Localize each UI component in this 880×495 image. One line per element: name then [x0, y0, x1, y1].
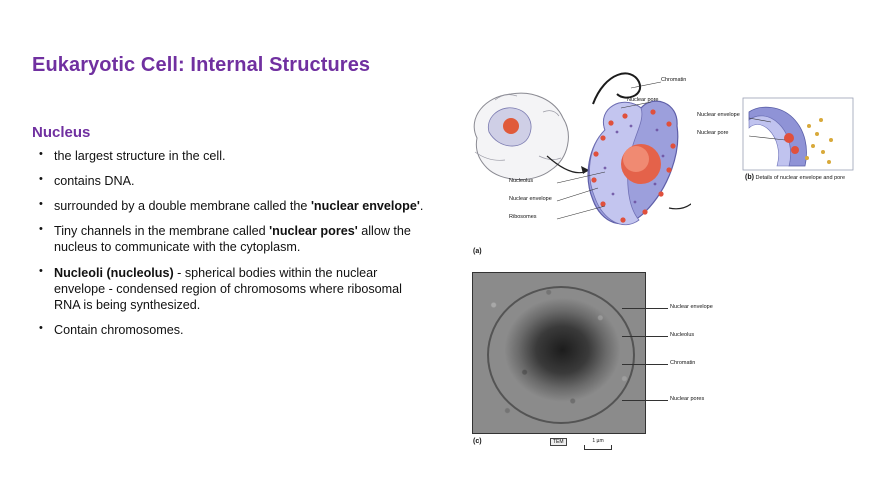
- label-nuclear-pore-detail: Nuclear pore: [697, 130, 729, 136]
- panel-b-caption: [745, 174, 849, 183]
- leader-line: [622, 400, 668, 401]
- label-nuclear-envelope-detail: Nuclear envelope: [697, 112, 740, 118]
- cell-diagram-svg: [455, 60, 691, 265]
- panel-a-cell-diagram: [455, 60, 691, 265]
- bullet-text: Contain chromosomes.: [54, 322, 184, 337]
- label-chromatin-tem: Chromatin: [670, 360, 696, 366]
- label-nuclear-envelope: Nuclear envelope: [509, 196, 552, 202]
- label-nuclear-pores-tem: Nuclear pores: [670, 396, 705, 402]
- bullet-text: contains DNA.: [54, 174, 135, 189]
- page-title: Eukaryotic Cell: Internal Structures: [32, 54, 371, 76]
- scale-bar-label: 1 µm: [592, 438, 604, 444]
- list-item: • Tiny channels in the membrane called 'nuclear pores' allow the nucleus to communicate with the cytoplasm.: [36, 223, 426, 255]
- panel-b-envelope-detail: [697, 96, 855, 226]
- scale-bar-line: [584, 445, 612, 450]
- leader-line: [622, 364, 668, 365]
- panel-c-letter: (c): [473, 438, 482, 445]
- whole-cell-sketch: [474, 93, 568, 179]
- list-item: [36, 173, 426, 189]
- list-item: • Nucleoli (nucleolus) - spherical bodies within the nuclear envelope - condensed region of chromosoms where ribosomal RNA is being synthesized.: [36, 265, 426, 313]
- label-nucleolus: Nucleolus: [509, 178, 534, 184]
- nuclear-envelope-outline: [487, 286, 635, 424]
- label-chromatin: Chromatin: [661, 77, 687, 83]
- label-nucleolus-tem: Nucleolus: [670, 332, 695, 338]
- tem-image: [472, 272, 646, 434]
- tem-badge: TEM: [550, 438, 567, 446]
- panel-c-micrograph: [472, 272, 712, 447]
- leader-line: [622, 308, 668, 309]
- label-nuclear-pore: Nuclear pore: [627, 97, 659, 103]
- list-item: [36, 148, 426, 164]
- panel-b-caption-text: Details of nuclear envelope and pore: [755, 175, 846, 181]
- label-ribosomes: Ribosomes: [509, 214, 537, 220]
- panel-a-letter: (a): [473, 248, 482, 255]
- bullet-text: the largest structure in the cell.: [54, 149, 226, 163]
- leader-line: [622, 336, 668, 337]
- bullet-list: [36, 148, 426, 347]
- bullet-emphasis: 'nuclear pores': [269, 224, 358, 239]
- bullet-emphasis: Nucleoli (nucleolus): [54, 265, 174, 280]
- figure-nucleus: [455, 60, 855, 460]
- section-heading: Nucleus: [32, 124, 91, 141]
- bullet-emphasis: 'nuclear envelope': [310, 199, 420, 214]
- scale-bar: [584, 438, 612, 450]
- list-item: [36, 322, 426, 338]
- list-item: • surrounded by a double membrane called the 'nuclear envelope'.: [36, 198, 426, 214]
- label-nuclear-envelope-tem: Nuclear envelope: [670, 304, 713, 310]
- panel-b-letter: (b): [745, 174, 754, 181]
